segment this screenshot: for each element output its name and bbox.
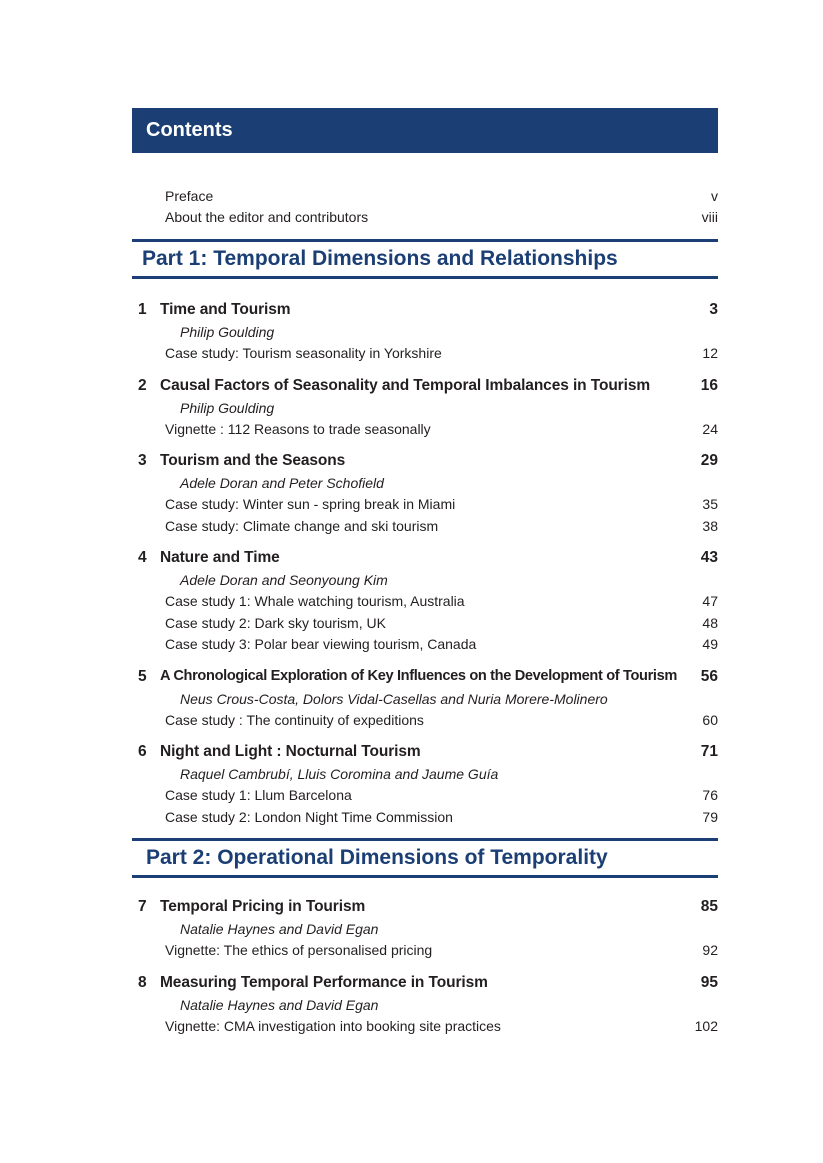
chapter-item: [132, 516, 718, 538]
item-page: 60: [702, 711, 718, 728]
entry-page: viii: [701, 209, 718, 225]
chapter-page: 71: [700, 743, 718, 760]
chapter-item: [132, 591, 718, 613]
entry-label: About the editor and contributors: [165, 209, 369, 225]
chapter-6[interactable]: [132, 740, 718, 828]
chapter-item: [132, 710, 718, 732]
item-label: Case study: Tourism seasonality in Yorkshire: [165, 345, 442, 361]
item-label: Case study 2: Dark sky tourism, UK: [165, 614, 386, 631]
chapter-title: Temporal Pricing in Tourism: [160, 898, 366, 915]
chapter-page: 85: [700, 898, 718, 915]
chapter-authors: Adele Doran and Peter Schofield: [180, 475, 384, 491]
chapter-item: [132, 419, 718, 441]
toc-page: [132, 108, 718, 1037]
chapter-title: Time and Tourism: [160, 301, 291, 318]
item-label: Case study 1: Whale watching tourism, Australia: [165, 593, 465, 609]
chapter-number: 2: [138, 376, 147, 394]
chapter-item: [132, 807, 718, 829]
toc-entry-about[interactable]: [132, 207, 718, 228]
item-page: 35: [702, 496, 718, 512]
entry-label: Preface: [165, 188, 214, 204]
chapter-authors: Neus Crous-Costa, Dolors Vidal-Casellas and Nuria Morere-Molinero: [180, 690, 608, 707]
chapter-page: 16: [700, 376, 718, 394]
chapter-item: [132, 613, 718, 635]
chapter-4[interactable]: [132, 546, 718, 656]
chapter-item: [132, 494, 718, 516]
chapter-2[interactable]: [132, 374, 718, 441]
chapter-authors: Adele Doran and Seonyoung Kim: [180, 572, 388, 588]
chapter-page: 43: [700, 549, 718, 566]
item-page: 76: [702, 787, 718, 803]
entry-page: v: [711, 188, 718, 204]
chapter-7[interactable]: [132, 895, 718, 962]
chapter-item: [132, 634, 718, 656]
chapter-title: Tourism and the Seasons: [160, 452, 346, 469]
chapter-page: 3: [709, 301, 718, 318]
item-page: 49: [702, 636, 718, 652]
contents-heading: Contents: [132, 108, 718, 153]
chapter-8[interactable]: [132, 971, 718, 1038]
chapter-authors: Natalie Haynes and David Egan: [180, 921, 379, 937]
chapter-3[interactable]: [132, 449, 718, 537]
item-page: 38: [702, 517, 718, 534]
item-page: 102: [694, 1017, 718, 1034]
chapter-title: Night and Light : Nocturnal Tourism: [160, 743, 421, 760]
item-page: 79: [702, 808, 718, 825]
item-label: Case study 3: Polar bear viewing tourism, Canada: [165, 636, 477, 652]
part-1-heading: Part 1: Temporal Dimensions and Relationships: [132, 239, 718, 279]
chapter-number: 4: [138, 549, 147, 566]
item-label: Vignette : 112 Reasons to trade seasonally: [165, 420, 431, 437]
chapter-5[interactable]: [132, 665, 718, 732]
chapter-page: 95: [700, 973, 718, 991]
item-label: Case study: Winter sun - spring break in Miami: [165, 496, 456, 512]
chapter-title: Nature and Time: [160, 549, 280, 566]
chapter-title: Causal Factors of Seasonality and Temporal Imbalances in Tourism: [160, 376, 651, 394]
item-label: Case study 2: London Night Time Commission: [165, 808, 453, 825]
chapter-number: 7: [138, 898, 147, 915]
chapter-page: 29: [700, 452, 718, 469]
item-page: 92: [702, 942, 718, 958]
chapter-number: 6: [138, 743, 147, 760]
item-label: Case study : The continuity of expeditions: [165, 711, 424, 728]
chapter-number: 5: [138, 667, 147, 685]
chapter-number: 1: [138, 301, 147, 318]
chapter-item: [132, 343, 718, 365]
chapter-item: [132, 1016, 718, 1038]
item-page: 24: [702, 420, 718, 437]
item-label: Case study: Climate change and ski tourism: [165, 517, 439, 534]
chapter-item: [132, 785, 718, 807]
item-label: Vignette: CMA investigation into booking site practices: [165, 1017, 501, 1034]
item-label: Vignette: The ethics of personalised pricing: [165, 942, 433, 958]
chapter-number: 8: [138, 973, 147, 991]
part-2-heading: Part 2: Operational Dimensions of Temporality: [132, 838, 718, 878]
chapter-authors: Natalie Haynes and David Egan: [180, 996, 379, 1013]
chapter-authors: Philip Goulding: [180, 324, 275, 340]
item-page: 48: [702, 614, 718, 631]
chapter-title: A Chronological Exploration of Key Influences on the Development of Tourism: [160, 667, 678, 684]
item-page: 47: [702, 593, 718, 609]
item-label: Case study 1: Llum Barcelona: [165, 787, 352, 803]
toc-entry-preface[interactable]: [132, 186, 718, 207]
chapter-authors: Philip Goulding: [180, 399, 275, 416]
item-page: 12: [702, 345, 718, 361]
chapter-page: 56: [700, 667, 718, 685]
chapter-title: Measuring Temporal Performance in Tourism: [160, 973, 488, 991]
chapter-authors: Raquel Cambrubí, Lluis Coromina and Jaume Guía: [180, 766, 499, 782]
chapter-number: 3: [138, 452, 147, 469]
chapter-1[interactable]: [132, 298, 718, 365]
chapter-item: [132, 940, 718, 962]
